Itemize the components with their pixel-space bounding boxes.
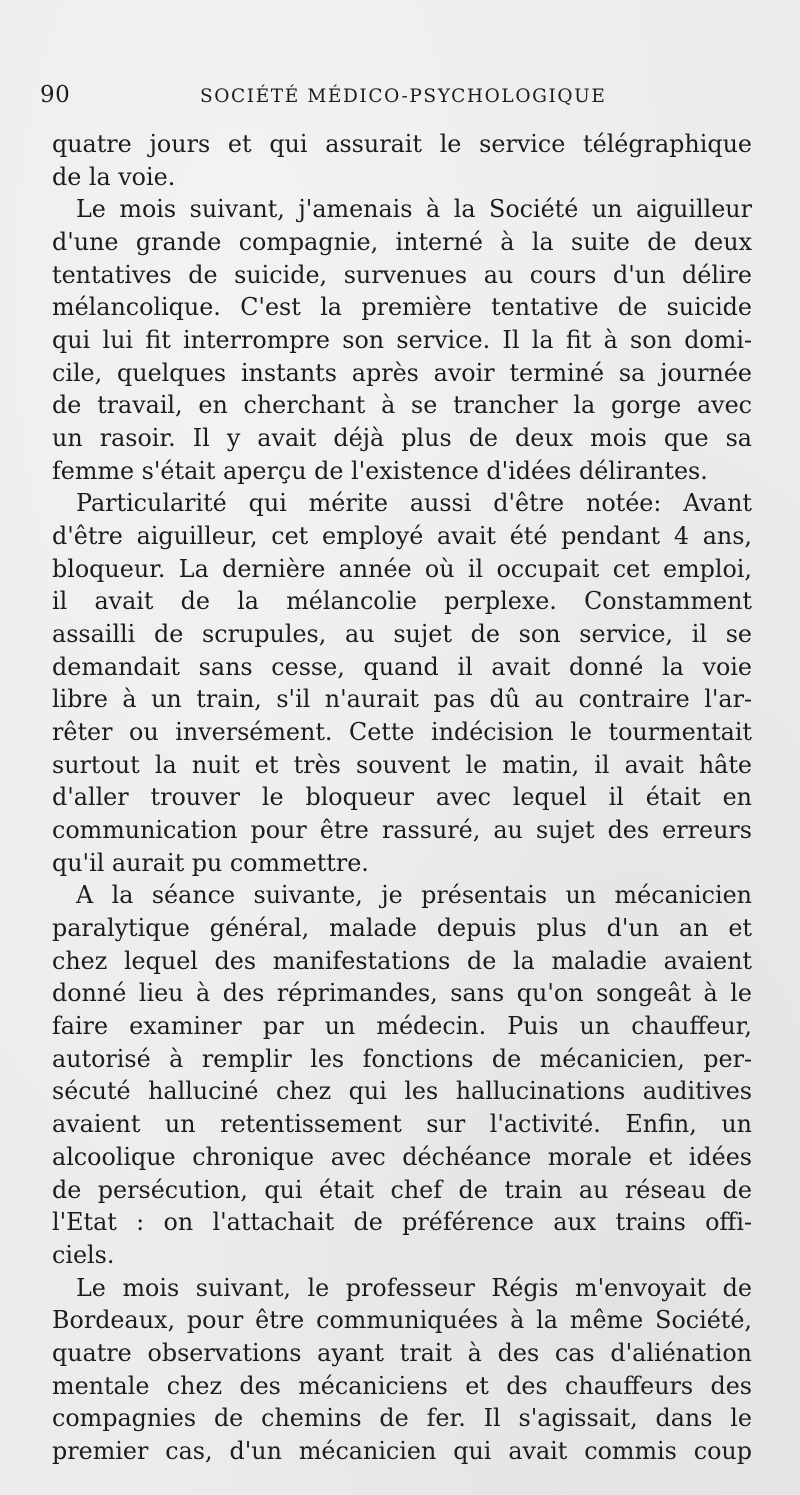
paragraph bbox=[52, 128, 752, 193]
text-line: donné lieu à des réprimandes, sans qu'on songeât à le bbox=[52, 979, 752, 1008]
text-line: sécuté halluciné chez qui les hallucinations auditives bbox=[52, 1077, 752, 1106]
text-line: d'aller trouver le bloqueur avec lequel il était en bbox=[52, 783, 752, 812]
paragraph bbox=[52, 1272, 752, 1468]
text-line: A la séance suivante, je présentais un mécanicien bbox=[76, 881, 752, 910]
text-line: alcoolique chronique avec déchéance morale et idées bbox=[52, 1142, 752, 1171]
text-line: cile, quelques instants après avoir terminé sa journée bbox=[52, 358, 752, 387]
text-line: Le mois suivant, j'amenais à la Société un aiguilleur bbox=[76, 195, 752, 224]
paragraph bbox=[52, 487, 752, 879]
text-line: avaient un retentissement sur l'activité. Enfin, un bbox=[52, 1110, 752, 1139]
text-line: mélancolique. C'est la première tentative de suicide bbox=[52, 293, 752, 322]
page-number: 90 bbox=[40, 82, 71, 108]
text-line: de persécution, qui était chef de train au réseau de bbox=[52, 1175, 752, 1204]
text-line: Le mois suivant, le professeur Régis m'envoyait de bbox=[76, 1273, 752, 1302]
running-head: SOCIÉTÉ MÉDICO-PSYCHOLOGIQUE bbox=[200, 86, 607, 107]
text-line: Particularité qui mérite aussi d'être notée: Avant bbox=[76, 489, 752, 518]
text-line: libre à un train, s'il n'aurait pas dû au contraire l'ar- bbox=[52, 685, 752, 714]
text-line: communication pour être rassuré, au sujet des erreurs bbox=[52, 816, 752, 845]
text-line: demandait sans cesse, quand il avait donné la voie bbox=[52, 652, 752, 681]
text-line: femme s'était aperçu de l'existence d'idées délirantes. bbox=[52, 456, 708, 485]
text-line: surtout la nuit et très souvent le matin, il avait hâte bbox=[52, 750, 752, 779]
page-header bbox=[40, 82, 760, 116]
text-line: quatre observations ayant trait à des cas d'aliénation bbox=[52, 1338, 752, 1367]
text-line: il avait de la mélancolie perplexe. Constamment bbox=[52, 587, 752, 616]
text-line: paralytique général, malade depuis plus d'un an et bbox=[52, 914, 752, 943]
text-line: faire examiner par un médecin. Puis un chauffeur, bbox=[52, 1012, 752, 1041]
text-line: assailli de scrupules, au sujet de son service, il se bbox=[52, 620, 752, 649]
text-line: premier cas, d'un mécanicien qui avait commis coup bbox=[52, 1436, 752, 1465]
text-line: un rasoir. Il y avait déjà plus de deux mois que sa bbox=[52, 424, 752, 453]
text-line: de travail, en cherchant à se trancher la gorge avec bbox=[52, 391, 752, 420]
paragraph bbox=[52, 193, 752, 487]
text-line: de la voie. bbox=[52, 162, 176, 191]
text-line: rêter ou inversément. Cette indécision le tourmentait bbox=[52, 718, 752, 747]
text-line: tentatives de suicide, survenues au cours d'un délire bbox=[52, 260, 752, 289]
text-line: ciels. bbox=[52, 1240, 115, 1269]
text-line: d'être aiguilleur, cet employé avait été pendant 4 ans, bbox=[52, 522, 752, 551]
text-line: Bordeaux, pour être communiquées à la même Société, bbox=[52, 1306, 752, 1335]
text-line: chez lequel des manifestations de la maladie avaient bbox=[52, 946, 752, 975]
text-line: compagnies de chemins de fer. Il s'agissait, dans le bbox=[52, 1404, 752, 1433]
text-line: qu'il aurait pu commettre. bbox=[52, 848, 369, 877]
text-line: l'Etat : on l'attachait de préférence aux trains offi- bbox=[52, 1208, 752, 1237]
body-text bbox=[52, 128, 752, 1468]
text-line: mentale chez des mécaniciens et des chauffeurs des bbox=[52, 1371, 752, 1400]
text-line: autorisé à remplir les fonctions de mécanicien, per- bbox=[52, 1044, 752, 1073]
text-line: d'une grande compagnie, interné à la suite de deux bbox=[52, 228, 752, 257]
text-line: quatre jours et qui assurait le service télégraphique bbox=[52, 130, 752, 158]
text-line: qui lui fit interrompre son service. Il la fit à son domi- bbox=[52, 326, 752, 355]
paragraph bbox=[52, 879, 752, 1271]
text-line: bloqueur. La dernière année où il occupait cet emploi, bbox=[52, 554, 752, 583]
